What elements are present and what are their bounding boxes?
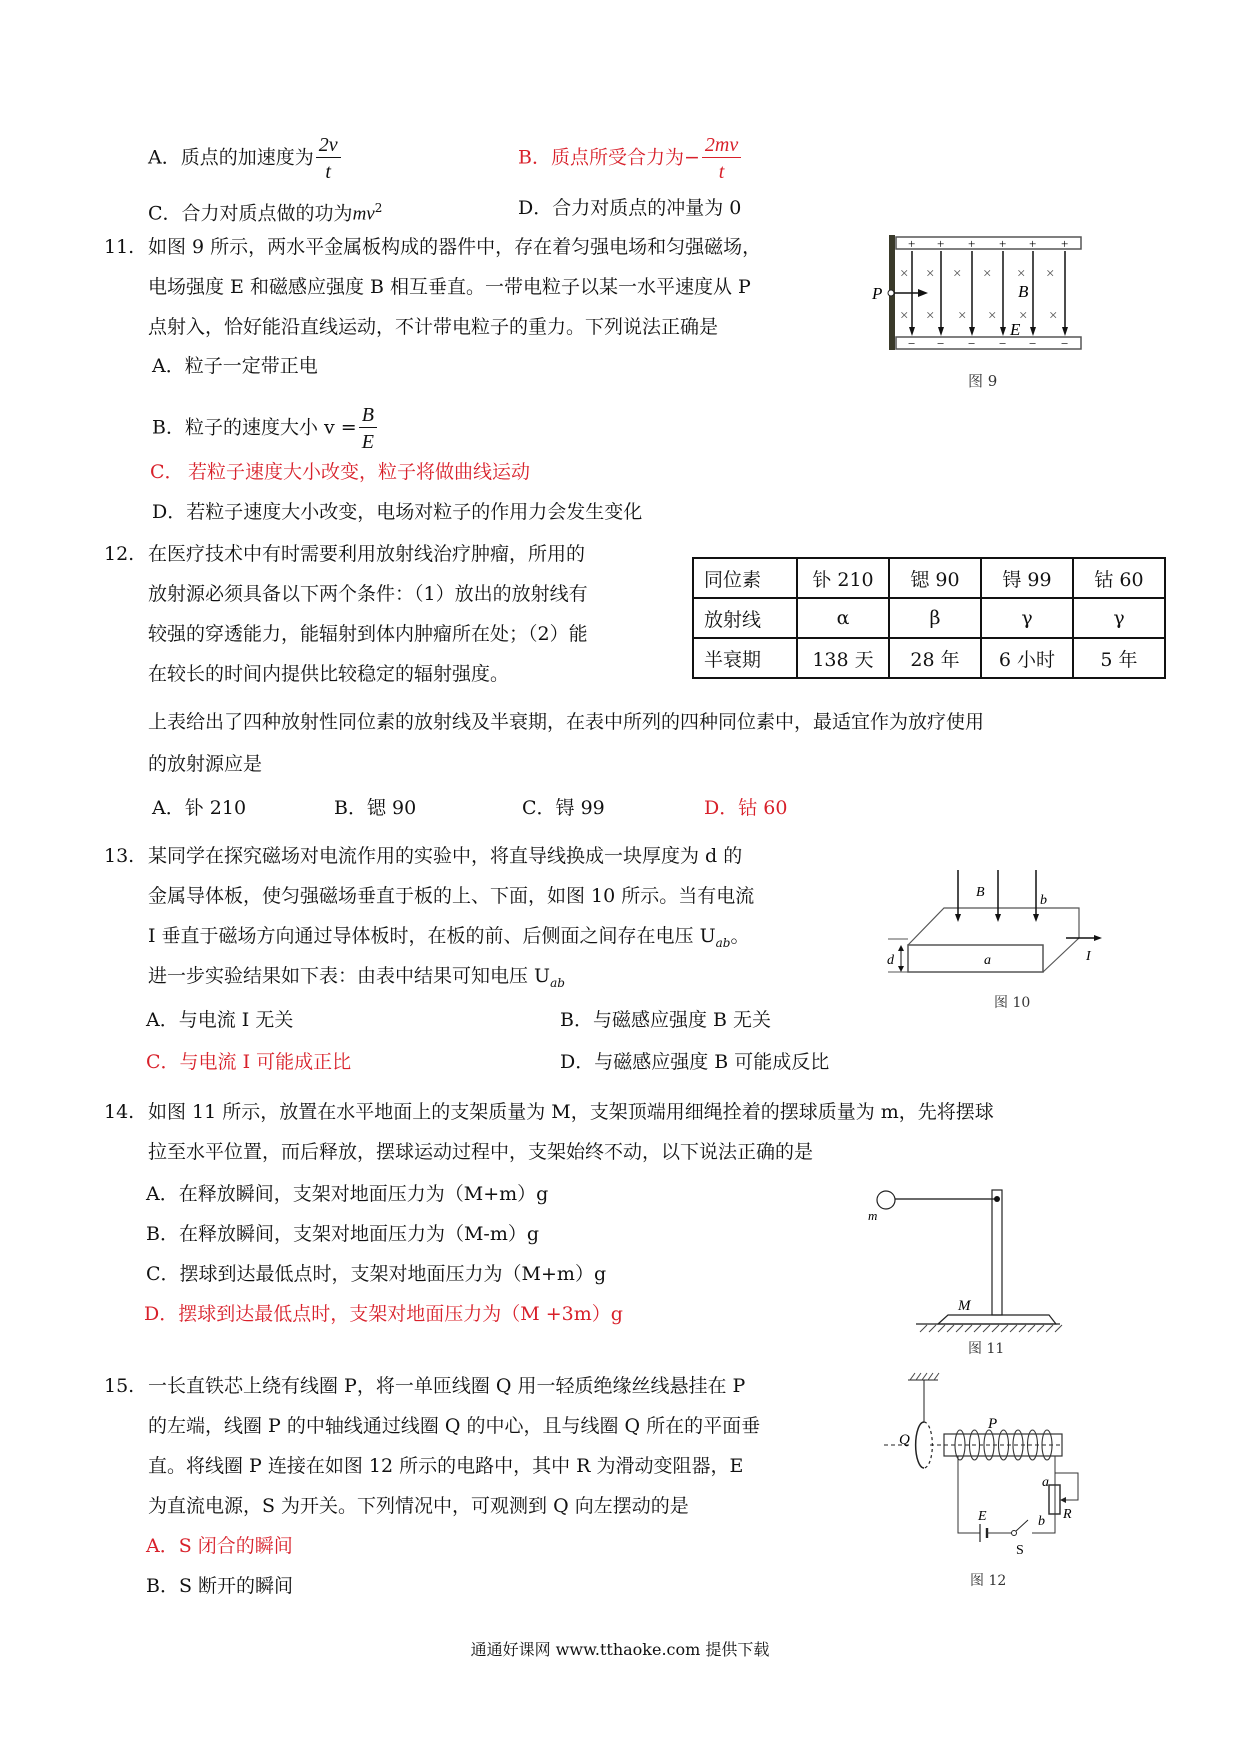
q10-option-c: C．合力对质点做的功为$mv^2$ bbox=[148, 201, 383, 225]
hatch-line bbox=[916, 1373, 921, 1380]
q11-number: 11. bbox=[104, 236, 135, 258]
q13-number: 13. bbox=[104, 845, 135, 867]
table-row bbox=[693, 638, 1165, 678]
q15-number: 15. bbox=[104, 1375, 135, 1397]
q11-stem-line: 如图 9 所示，两水平金属板构成的器件中，存在着匀强电场和匀强磁场， bbox=[148, 236, 762, 258]
minus-sign: − bbox=[1029, 336, 1037, 351]
hatch-line bbox=[1046, 1325, 1053, 1332]
table-cell: 同位素 bbox=[693, 558, 797, 598]
q11-option-b: B．粒子的速度大小 v = $\frac{B}{E}$ bbox=[152, 404, 379, 453]
field-lines-e bbox=[908, 236, 1068, 351]
label-d: d bbox=[887, 953, 894, 968]
q11-option-a: A．粒子一定带正电 bbox=[152, 355, 318, 377]
arrowhead bbox=[1094, 935, 1102, 941]
cross-mark: × bbox=[988, 308, 997, 324]
page-footer: 通通好课网 www.tthaoke.com 提供下载 bbox=[470, 1640, 770, 1659]
plus-sign: + bbox=[999, 236, 1007, 251]
plus-sign: + bbox=[1061, 236, 1069, 251]
label-q: Q bbox=[899, 1432, 910, 1448]
table-cell: 6 小时 bbox=[981, 638, 1073, 678]
coil-q bbox=[916, 1422, 924, 1468]
q11-option-c-text: 若粒子速度大小改变，粒子将做曲线运动 bbox=[188, 461, 531, 483]
velocity-arrowhead bbox=[918, 289, 928, 297]
pivot bbox=[994, 1196, 1000, 1202]
q11-stem-line: 点射入，恰好能沿直线运动，不计带电粒子的重力。下列说法正确是 bbox=[148, 316, 719, 338]
q12-number: 12. bbox=[104, 543, 135, 565]
label-e: E bbox=[1010, 320, 1021, 339]
figure-11-diagram bbox=[860, 1170, 1060, 1360]
cross-mark: × bbox=[1049, 308, 1058, 324]
cross-mark: × bbox=[1019, 308, 1028, 324]
hatch-line bbox=[934, 1373, 939, 1380]
hatch-line bbox=[1001, 1325, 1008, 1332]
ceiling-hatching bbox=[910, 1373, 939, 1380]
q10-option-d: D．合力对质点的冲量为 0 bbox=[518, 197, 742, 219]
hatch-line bbox=[910, 1373, 915, 1380]
q11-option-c: C． bbox=[150, 461, 184, 483]
cross-mark: × bbox=[958, 308, 967, 324]
ground-hatching bbox=[920, 1325, 1062, 1332]
hatch-line bbox=[992, 1325, 999, 1332]
q12-stem-line: 在医疗技术中有时需要利用放射线治疗肿瘤，所用的 bbox=[148, 543, 586, 565]
q12-stem-line: 放射源必须具备以下两个条件：（1）放出的放射线有 bbox=[148, 583, 588, 605]
arrowhead bbox=[898, 945, 904, 951]
q14-option-b: B．在释放瞬间，支架对地面压力为（M-m）g bbox=[146, 1223, 540, 1245]
hatch-line bbox=[983, 1325, 990, 1332]
hatch-line bbox=[922, 1373, 927, 1380]
q12-option-b: B．锶 90 bbox=[334, 797, 417, 819]
q14-option-d: D．摆球到达最低点时，支架对地面压力为（M +3m）g bbox=[144, 1303, 623, 1325]
q14-stem-line: 拉至水平位置，而后释放，摆球运动过程中，支架始终不动，以下说法正确的是 bbox=[148, 1141, 814, 1163]
plus-sign: + bbox=[908, 236, 916, 251]
switch-blade bbox=[1016, 1520, 1028, 1531]
q12-stem-line: 较强的穿透能力，能辐射到体内肿瘤所在处；（2）能 bbox=[148, 623, 588, 645]
top-plate bbox=[896, 237, 1081, 249]
wire bbox=[958, 1456, 980, 1533]
plate-front-face bbox=[908, 945, 1043, 972]
cross-mark: × bbox=[926, 308, 935, 324]
q15-stem-line: 一长直铁芯上绕有线圈 P，将一单匝线圈 Q 用一轻质绝缘丝线悬挂在 P bbox=[148, 1375, 746, 1397]
hatch-line bbox=[947, 1325, 954, 1332]
q10-option-b: B．质点所受合力为− $\frac{2mv}{t}$ bbox=[518, 134, 743, 183]
q13-stem-line: 进一步实验结果如下表：由表中结果可知电压 $U_{ab}$ bbox=[148, 965, 565, 990]
label-m: m bbox=[868, 1208, 878, 1223]
arrowhead bbox=[1030, 327, 1036, 336]
cross-mark: × bbox=[900, 308, 909, 324]
label-b: b bbox=[1038, 1514, 1045, 1529]
label-i: I bbox=[1086, 949, 1091, 964]
q15-stem-line: 的左端，线圈 P 的中轴线通过线圈 Q 的中心，且与线圈 Q 所在的平面垂 bbox=[148, 1415, 761, 1437]
q12-option-a: A．钋 210 bbox=[152, 797, 247, 819]
fraction: $\frac{B}{E}$ bbox=[359, 404, 377, 453]
arrowhead bbox=[995, 914, 1001, 922]
q14-stem-line: 如图 11 所示，放置在水平地面上的支架质量为 M，支架顶端用细绳拴着的摆球质量为 m，先将摆球 bbox=[148, 1101, 994, 1123]
q12-stem-line: 在较长的时间内提供比较稳定的辐射强度。 bbox=[148, 663, 510, 685]
table-cell: β bbox=[889, 598, 981, 638]
q13-option-a: A．与电流 I 无关 bbox=[146, 1009, 294, 1031]
minus-sign: − bbox=[968, 336, 976, 351]
q13-option-b: B．与磁感应强度 B 无关 bbox=[560, 1009, 772, 1031]
label-mass-m: M bbox=[958, 1298, 971, 1314]
label-b: B bbox=[1018, 282, 1029, 301]
figure-10-caption: 图 10 bbox=[994, 995, 1031, 1011]
cross-mark: × bbox=[983, 266, 992, 282]
table-cell: 半衰期 bbox=[693, 638, 797, 678]
stand-base bbox=[938, 1315, 1056, 1324]
label-a: a bbox=[1042, 1475, 1049, 1490]
arrowhead bbox=[898, 966, 904, 972]
plus-sign: + bbox=[968, 236, 976, 251]
table-cell: 5 年 bbox=[1073, 638, 1165, 678]
hatch-line bbox=[965, 1325, 972, 1332]
q12-stem-line: 的放射源应是 bbox=[148, 753, 263, 775]
label-p: P bbox=[872, 284, 883, 303]
q10-option-a: A．质点的加速度为 $\frac{2v}{t}$ bbox=[148, 134, 343, 183]
arrowhead bbox=[955, 914, 961, 922]
hatch-line bbox=[1037, 1325, 1044, 1332]
plate-edge bbox=[1043, 938, 1079, 972]
label-e: E bbox=[978, 1509, 987, 1524]
slider-arrowhead bbox=[1060, 1497, 1066, 1503]
table-cell: 钴 60 bbox=[1073, 558, 1165, 598]
q15-stem-line: 为直流电源，S 为开关。下列情况中，可观测到 Q 向左摆动的是 bbox=[148, 1495, 689, 1517]
table-cell: 锝 99 bbox=[981, 558, 1073, 598]
hatch-line bbox=[938, 1325, 945, 1332]
bottom-plate bbox=[896, 337, 1081, 349]
arrowhead bbox=[938, 327, 944, 336]
q11-option-d: D．若粒子速度大小改变，电场对粒子的作用力会发生变化 bbox=[152, 501, 643, 523]
q12-option-d: D．钴 60 bbox=[704, 797, 788, 819]
hatch-line bbox=[1010, 1325, 1017, 1332]
minus-sign: − bbox=[908, 336, 916, 351]
pendulum-ball bbox=[877, 1191, 895, 1209]
table-cell: 28 年 bbox=[889, 638, 981, 678]
hatch-line bbox=[920, 1325, 927, 1332]
hatch-line bbox=[956, 1325, 963, 1332]
figure-12-caption: 图 12 bbox=[970, 1573, 1007, 1589]
table-cell: γ bbox=[981, 598, 1073, 638]
table-cell: α bbox=[797, 598, 889, 638]
q15-stem-line: 直。将线圈 P 连接在如图 12 所示的电路中，其中 R 为滑动变阻器，E bbox=[148, 1455, 744, 1477]
stand-pole bbox=[992, 1190, 1002, 1315]
q14-option-a: A．在释放瞬间，支架对地面压力为（M+m）g bbox=[146, 1183, 549, 1205]
hatch-line bbox=[1028, 1325, 1035, 1332]
cross-mark: × bbox=[926, 266, 935, 282]
q13-option-d: D．与磁感应强度 B 可能成反比 bbox=[560, 1051, 830, 1073]
arrowhead bbox=[909, 327, 915, 336]
cross-mark: × bbox=[953, 266, 962, 282]
label-s: S bbox=[1016, 1543, 1024, 1558]
plus-sign: + bbox=[937, 236, 945, 251]
table-cell: 锶 90 bbox=[889, 558, 981, 598]
plus-sign: + bbox=[1029, 236, 1037, 251]
table-cell: 138 天 bbox=[797, 638, 889, 678]
hatch-line bbox=[1055, 1325, 1062, 1332]
hatch-line bbox=[929, 1325, 936, 1332]
switch-pivot bbox=[1012, 1531, 1017, 1536]
cross-mark: × bbox=[900, 266, 909, 282]
figure-9-caption: 图 9 bbox=[968, 372, 998, 390]
q13-option-c: C．与电流 I 可能成正比 bbox=[146, 1051, 352, 1073]
entry-point-p bbox=[888, 290, 894, 296]
arrowhead bbox=[1000, 327, 1006, 336]
arrowhead bbox=[1033, 914, 1039, 922]
minus-sign: − bbox=[1061, 336, 1069, 351]
cross-mark: × bbox=[1017, 266, 1026, 282]
table-row bbox=[693, 598, 1165, 638]
plate-top-face bbox=[908, 908, 1079, 945]
fraction: $\frac{2mv}{t}$ bbox=[702, 134, 741, 183]
q13-stem-line: I 垂直于磁场方向通过导体板时，在板的前、后侧面之间存在电压 $U_{ab}$。 bbox=[148, 925, 750, 950]
field-marks-b bbox=[900, 266, 1057, 324]
isotope-table bbox=[692, 557, 1166, 679]
q13-stem-line: 某同学在探究磁场对电流作用的实验中，将直导线换成一块厚度为 d 的 bbox=[148, 845, 743, 867]
fraction: $\frac{2v}{t}$ bbox=[316, 134, 341, 183]
table-cell: 放射线 bbox=[693, 598, 797, 638]
q14-option-c: C．摆球到达最低点时，支架对地面压力为（M+m）g bbox=[146, 1263, 607, 1285]
table-cell: γ bbox=[1073, 598, 1165, 638]
q12-stem-line: 上表给出了四种放射性同位素的放射线及半衰期，在表中所列的四种同位素中，最适宜作为放疗使用 bbox=[148, 711, 985, 733]
hatch-line bbox=[974, 1325, 981, 1332]
figure-11-caption: 图 11 bbox=[968, 1341, 1005, 1357]
label-p: P bbox=[988, 1416, 998, 1432]
minus-sign: − bbox=[937, 336, 945, 351]
arrowhead bbox=[969, 327, 975, 336]
label-b: B bbox=[976, 885, 985, 900]
hatch-line bbox=[928, 1373, 933, 1380]
minus-sign: − bbox=[999, 336, 1007, 351]
q12-option-c: C．锝 99 bbox=[522, 797, 605, 819]
label-r: R bbox=[1063, 1507, 1072, 1522]
table-cell: 钋 210 bbox=[797, 558, 889, 598]
cross-mark: × bbox=[1046, 266, 1055, 282]
q11-stem-line: 电场强度 E 和磁感应强度 B 相互垂直。一带电粒子以某一水平速度从 P bbox=[148, 276, 751, 298]
field-lines-b bbox=[955, 870, 1039, 922]
label-b-side: b bbox=[1040, 893, 1047, 908]
slider-wire bbox=[1055, 1473, 1078, 1500]
q15-option-a: A．S 闭合的瞬间 bbox=[146, 1535, 293, 1557]
q13-stem-line: 金属导体板，使匀强磁场垂直于板的上、下面，如图 10 所示。当有电流 bbox=[148, 885, 755, 907]
q14-number: 14. bbox=[104, 1101, 135, 1123]
hatch-line bbox=[1019, 1325, 1026, 1332]
arrowhead bbox=[1062, 327, 1068, 336]
figure-12-diagram bbox=[880, 1360, 1100, 1590]
table-row bbox=[693, 558, 1165, 598]
q15-option-b: B．S 断开的瞬间 bbox=[146, 1575, 294, 1597]
label-a-side: a bbox=[984, 953, 991, 968]
